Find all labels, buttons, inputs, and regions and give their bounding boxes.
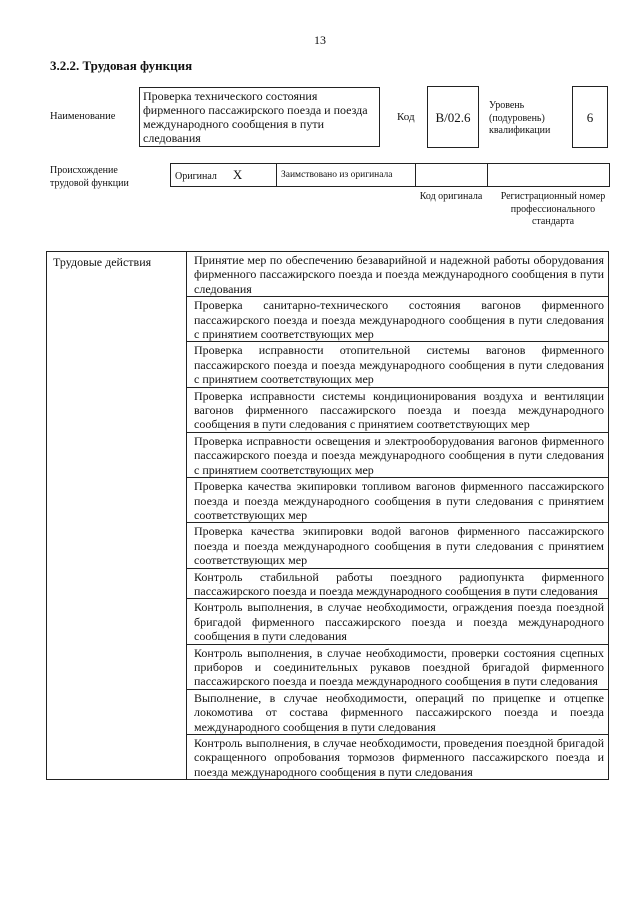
labor-action-item: Выполнение, в случае необходимости, операций по прицепке и отцепке локомотива от состава фирменного пассажирского поезда и поезда международного сообщения в пути следования [187,689,609,734]
qualification-level-box: 6 [572,86,608,148]
code-original-caption: Код оригинала [419,191,483,202]
table-row [47,252,609,297]
borrowed-cell: Заимствовано из оригинала [277,164,416,187]
labor-action-item: Проверка исправности отопительной системы вагонов фирменного пассажирского поезда и поезда международного сообщения в пути следования с принятием соответствующих мер [187,342,609,387]
labor-action-item: Проверка качества экипировки водой вагонов фирменного пассажирского поезда и поезда международного сообщения в пути следования с принятием соответствующих мер [187,523,609,568]
origin-table [170,163,610,187]
labor-action-item: Контроль выполнения, в случае необходимости, проведения поездной бригадой сокращенного опробования тормозов фирменного пассажирского поезда и поезда международного сообщения в пути следования [187,735,609,780]
labor-action-item: Проверка качества экипировки топливом вагонов фирменного пассажирского поезда и поезда международного сообщения в пути следования с принятием соответствующих мер [187,478,609,523]
function-code-box: B/02.6 [427,86,479,148]
labor-actions-table [46,251,609,780]
labor-action-item: Контроль выполнения, в случае необходимости, ограждения поезда поездной бригадой фирменного пассажирского поезда и поезда международного сообщения в пути следования [187,599,609,644]
labor-action-item: Проверка санитарно-технического состояния вагонов фирменного пассажирского поезда и поезда международного сообщения в пути следования с принятием соответствующих мер [187,297,609,342]
name-label: Наименование [50,111,116,122]
code-label: Код [397,111,415,123]
original-cell [171,164,277,187]
labor-action-item: Проверка исправности освещения и электрооборудования вагонов фирменного пассажирского поезда и поезда международного сообщения в пути следования с принятием соответствующих мер [187,432,609,477]
level-label: Уровень (подуровень) квалификации [489,100,551,136]
reg-number-cell [488,164,610,187]
section-heading: 3.2.2. Трудовая функция [50,58,193,73]
labor-action-item: Контроль выполнения, в случае необходимости, проверки состояния сцепных приборов и соединительных рукавов поездной бригадой фирменного пассажирского поезда и поезда международного сообщения в пути следования [187,644,609,689]
original-label: Оригинал [175,171,217,182]
reg-number-caption: Регистрационный номер профессионального стандарта [500,191,606,227]
labor-action-item: Контроль стабильной работы поездного радиопункта фирменного пассажирского поезда и поезда международного сообщения в пути следования [187,568,609,599]
labor-action-item: Принятие мер по обеспечению безаварийной и надежной работы оборудования фирменного пассажирского поезда и поезда международного сообщения в пути следования [187,252,609,297]
code-original-cell [416,164,488,187]
origin-label: Происхождение трудовой функции [50,165,129,189]
page-number: 13 [314,33,326,47]
labor-actions-title: Трудовые действия [47,252,187,780]
function-name-box: Проверка технического состояния фирменного пассажирского поезда и поезда международного сообщения в пути следования [139,87,380,147]
original-mark: X [232,167,243,182]
labor-action-item: Проверка исправности системы кондиционирования воздуха и вентиляции вагонов фирменного пассажирского поезда и поезда международного сообщения в пути следования с принятием соответствующих мер [187,387,609,432]
